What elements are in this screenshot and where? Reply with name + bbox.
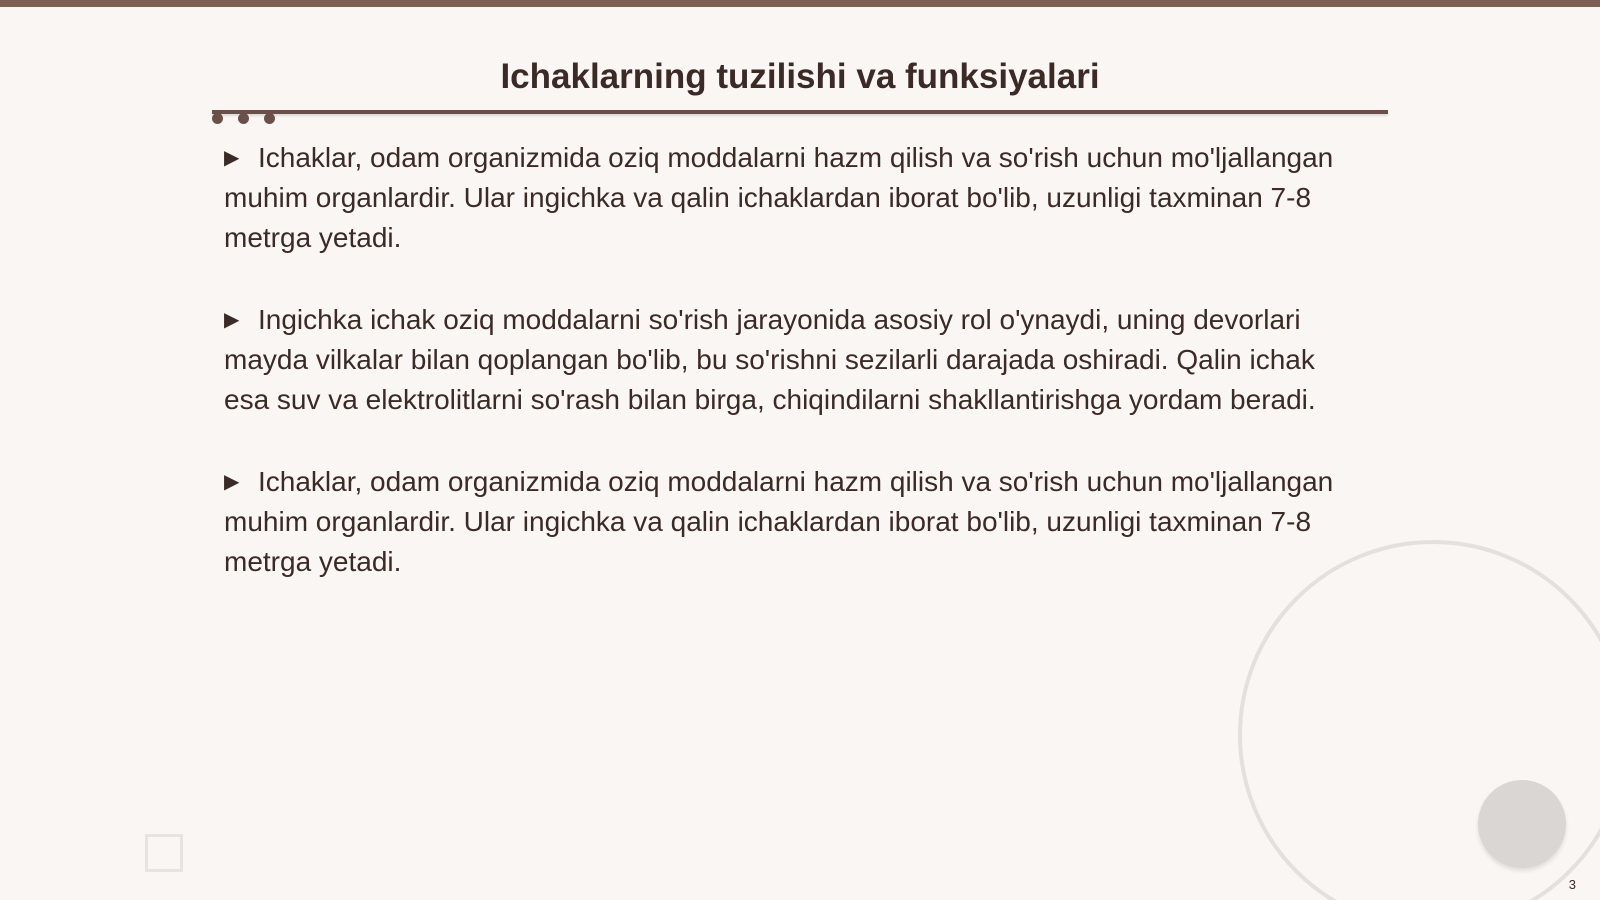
bullet-paragraph-1 [224, 138, 1364, 258]
top-accent-bar [0, 0, 1600, 7]
decor-square-outline [145, 834, 183, 872]
triangle-right-icon: ▶ [224, 147, 240, 169]
triangle-right-icon: ▶ [224, 309, 240, 331]
paragraph-text: Ichaklar, odam organizmida oziq moddalarni hazm qilish va so'rish uchun mo'ljallangan muhim organlardir. Ular ingichka va qalin ichaklardan iborat bo'lib, uzunligi taxminan 7-8 metrga yetadi. [224, 142, 1334, 253]
decor-circle-filled [1478, 780, 1566, 868]
decor-dot [212, 113, 223, 124]
triangle-right-icon: ▶ [224, 471, 240, 493]
title-underline [212, 110, 1388, 114]
paragraph-text: Ingichka ichak oziq moddalarni so'rish jarayonida asosiy rol o'ynaydi, uning devorlari mayda vilkalar bilan qoplangan bo'lib, bu so'rishni sezilarli darajada oshiradi. Qalin ichak esa suv va elektrolitlarni so'rash bilan birga, chiqindilarni shakllantirishga yordam beradi. [224, 304, 1316, 415]
paragraph-text: Ichaklar, odam organizmida oziq moddalarni hazm qilish va so'rish uchun mo'ljallangan muhim organlardir. Ular ingichka va qalin ichaklardan iborat bo'lib, uzunligi taxminan 7-8 metrga yetadi. [224, 466, 1334, 577]
slide-title: Ichaklarning tuzilishi va funksiyalari [500, 57, 1100, 96]
decor-dot [264, 113, 275, 124]
decor-dot [238, 113, 249, 124]
page-number: 3 [1568, 877, 1576, 892]
bullet-paragraph-3 [224, 462, 1364, 582]
bullet-paragraph-2 [224, 300, 1364, 420]
slide-body [224, 138, 1364, 624]
